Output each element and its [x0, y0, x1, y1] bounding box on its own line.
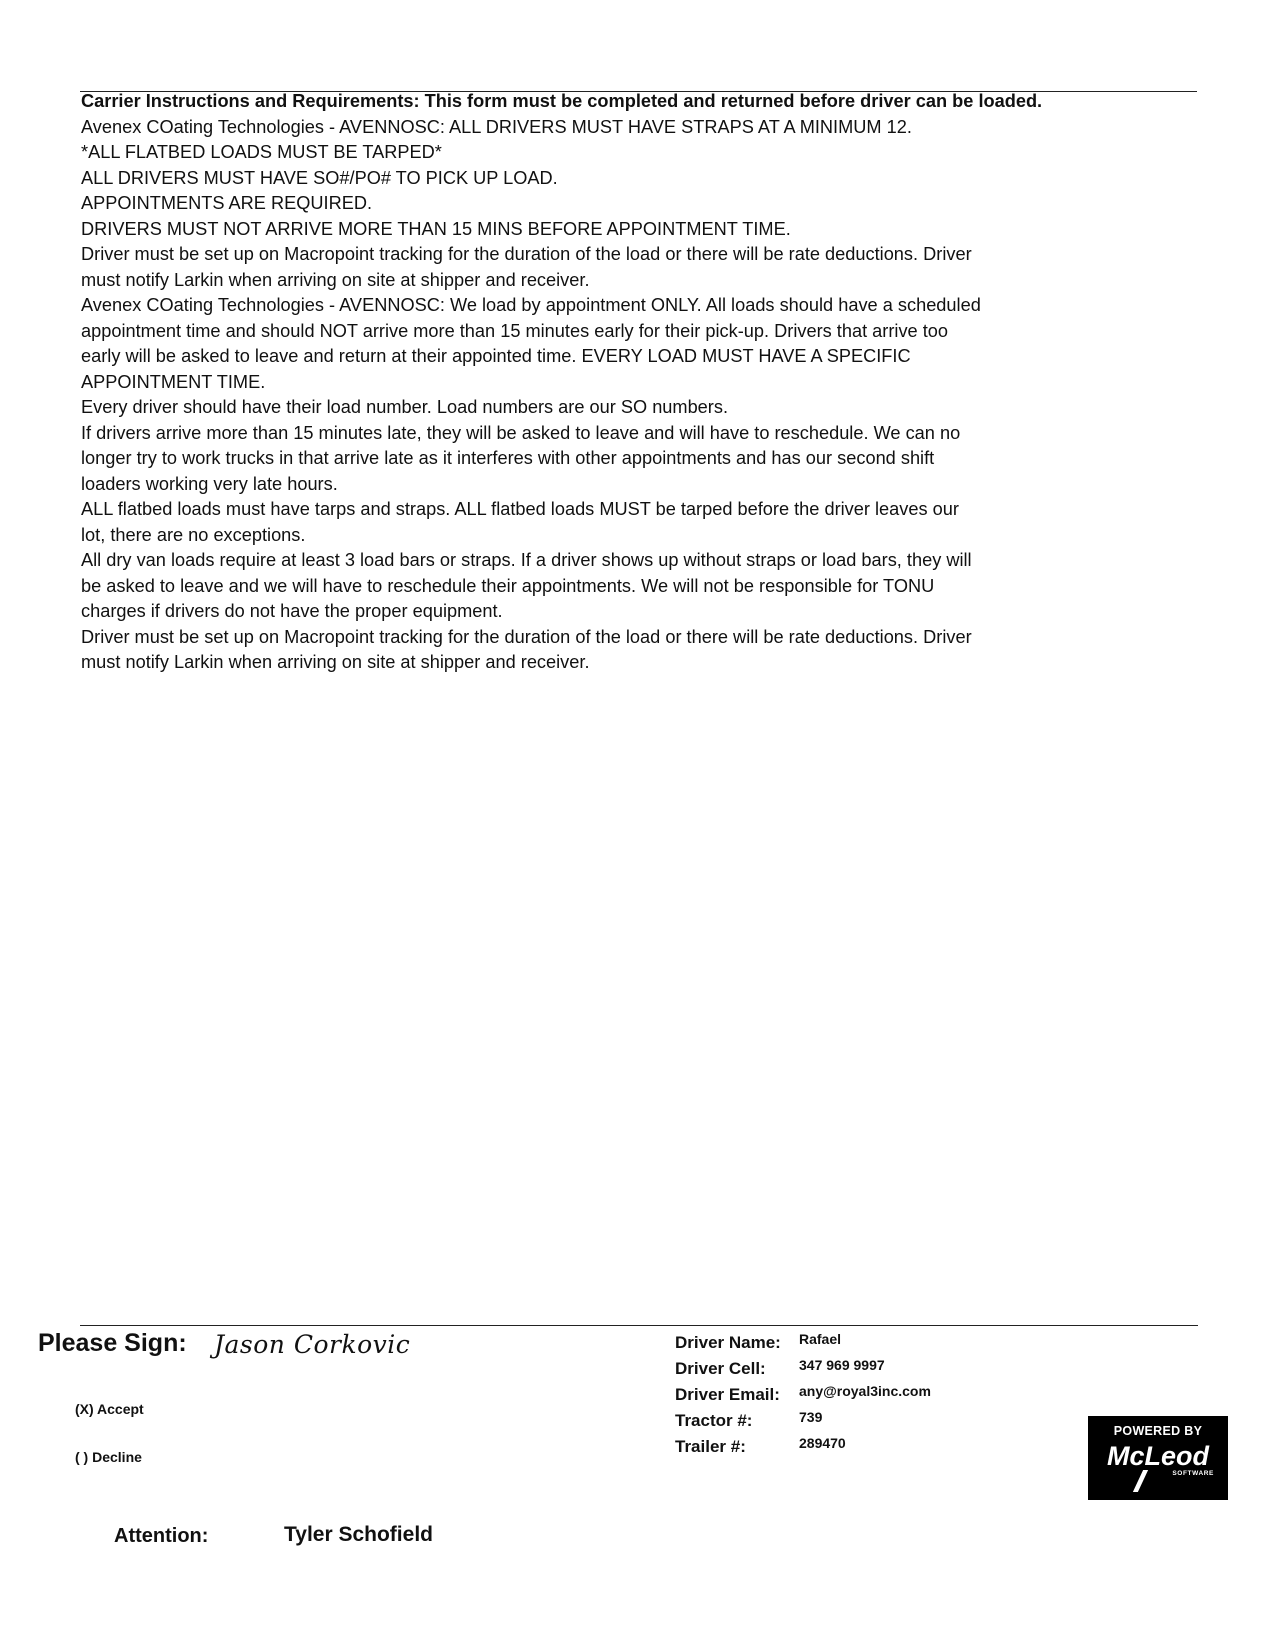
driver-cell-value: 347 969 9997: [799, 1357, 885, 1373]
trailer-value: 289470: [799, 1435, 846, 1451]
instruction-line: All dry van loads require at least 3 load bars or straps. If a driver shows up without straps or load bars, they will: [81, 550, 972, 570]
instruction-line: longer try to work trucks in that arrive late as it interferes with other appointments and has our second shift: [81, 448, 935, 468]
instruction-line: Avenex COating Technologies - AVENNOSC: We load by appointment ONLY. All loads should have a scheduled: [81, 295, 981, 315]
logo-powered-by: POWERED BY: [1113, 1424, 1203, 1438]
instruction-line: APPOINTMENTS ARE REQUIRED.: [81, 193, 373, 213]
driver-name-value: Rafael: [799, 1331, 842, 1347]
carrier-instructions: [81, 89, 1191, 676]
signature: Jason Corkovic: [214, 1330, 411, 1359]
logo-software: SOFTWARE: [1172, 1470, 1214, 1477]
instruction-line: early will be asked to leave and return at their appointed time. EVERY LOAD MUST HAVE A SPECIFIC: [81, 346, 911, 366]
accept-option: (X) Accept: [75, 1401, 144, 1417]
instruction-line: If drivers arrive more than 15 minutes late, they will be asked to leave and will have to reschedule. We can no: [81, 422, 961, 443]
tractor-value: 739: [799, 1409, 823, 1425]
instruction-line: lot, there are no exceptions.: [81, 524, 306, 545]
please-sign-label: Please Sign:: [38, 1329, 187, 1357]
instruction-line: be asked to leave and we will have to reschedule their appointments. We will not be responsible for TONU: [81, 575, 935, 596]
instruction-line: charges if drivers do not have the proper equipment.: [81, 601, 503, 621]
instruction-line: must notify Larkin when arriving on site at shipper and receiver.: [81, 652, 590, 672]
logo-brand: McLeod: [1106, 1441, 1209, 1471]
driver-email-label: Driver Email:: [675, 1385, 780, 1404]
instruction-line: ALL flatbed loads must have tarps and straps. ALL flatbed loads MUST be tarped before the driver leaves our: [81, 499, 959, 519]
bottom-divider: [80, 1325, 1198, 1326]
driver-name-label: Driver Name:: [675, 1333, 781, 1352]
decline-option: ( ) Decline: [75, 1449, 142, 1465]
instruction-line: appointment time and should NOT arrive more than 15 minutes early for their pick-up. Drivers that arrive too: [81, 320, 948, 341]
instructions-heading: Carrier Instructions and Requirements: This form must be completed and returned before driver can be loaded.: [81, 91, 1043, 111]
instruction-line: Every driver should have their load number. Load numbers are our SO numbers.: [81, 397, 729, 417]
instruction-line: loaders working very late hours.: [81, 473, 338, 494]
instruction-line: Avenex COating Technologies - AVENNOSC: ALL DRIVERS MUST HAVE STRAPS AT A MINIMUM 12.: [81, 116, 912, 137]
instruction-line: must notify Larkin when arriving on site at shipper and receiver.: [81, 269, 590, 290]
driver-email-value: any@royal3inc.com: [799, 1383, 931, 1399]
instruction-line: ALL DRIVERS MUST HAVE SO#/PO# TO PICK UP LOAD.: [81, 167, 558, 188]
instruction-line: APPOINTMENT TIME.: [81, 371, 266, 392]
instruction-line: Driver must be set up on Macropoint tracking for the duration of the load or there will be rate deductions. Driver: [81, 244, 972, 264]
instruction-line: DRIVERS MUST NOT ARRIVE MORE THAN 15 MINS BEFORE APPOINTMENT TIME.: [81, 218, 791, 239]
instruction-line: Driver must be set up on Macropoint tracking for the duration of the load or there will be rate deductions. Driver: [81, 626, 972, 647]
instructions-lines: [81, 115, 1191, 676]
trailer-label: Trailer #:: [675, 1437, 746, 1456]
driver-cell-label: Driver Cell:: [675, 1359, 766, 1378]
instruction-line: *ALL FLATBED LOADS MUST BE TARPED*: [81, 142, 442, 162]
tractor-label: Tractor #:: [675, 1411, 753, 1430]
mcleod-logo: [1088, 1416, 1228, 1500]
attention-label: Attention:: [114, 1525, 209, 1547]
attention-name: Tyler Schofield: [284, 1523, 433, 1546]
